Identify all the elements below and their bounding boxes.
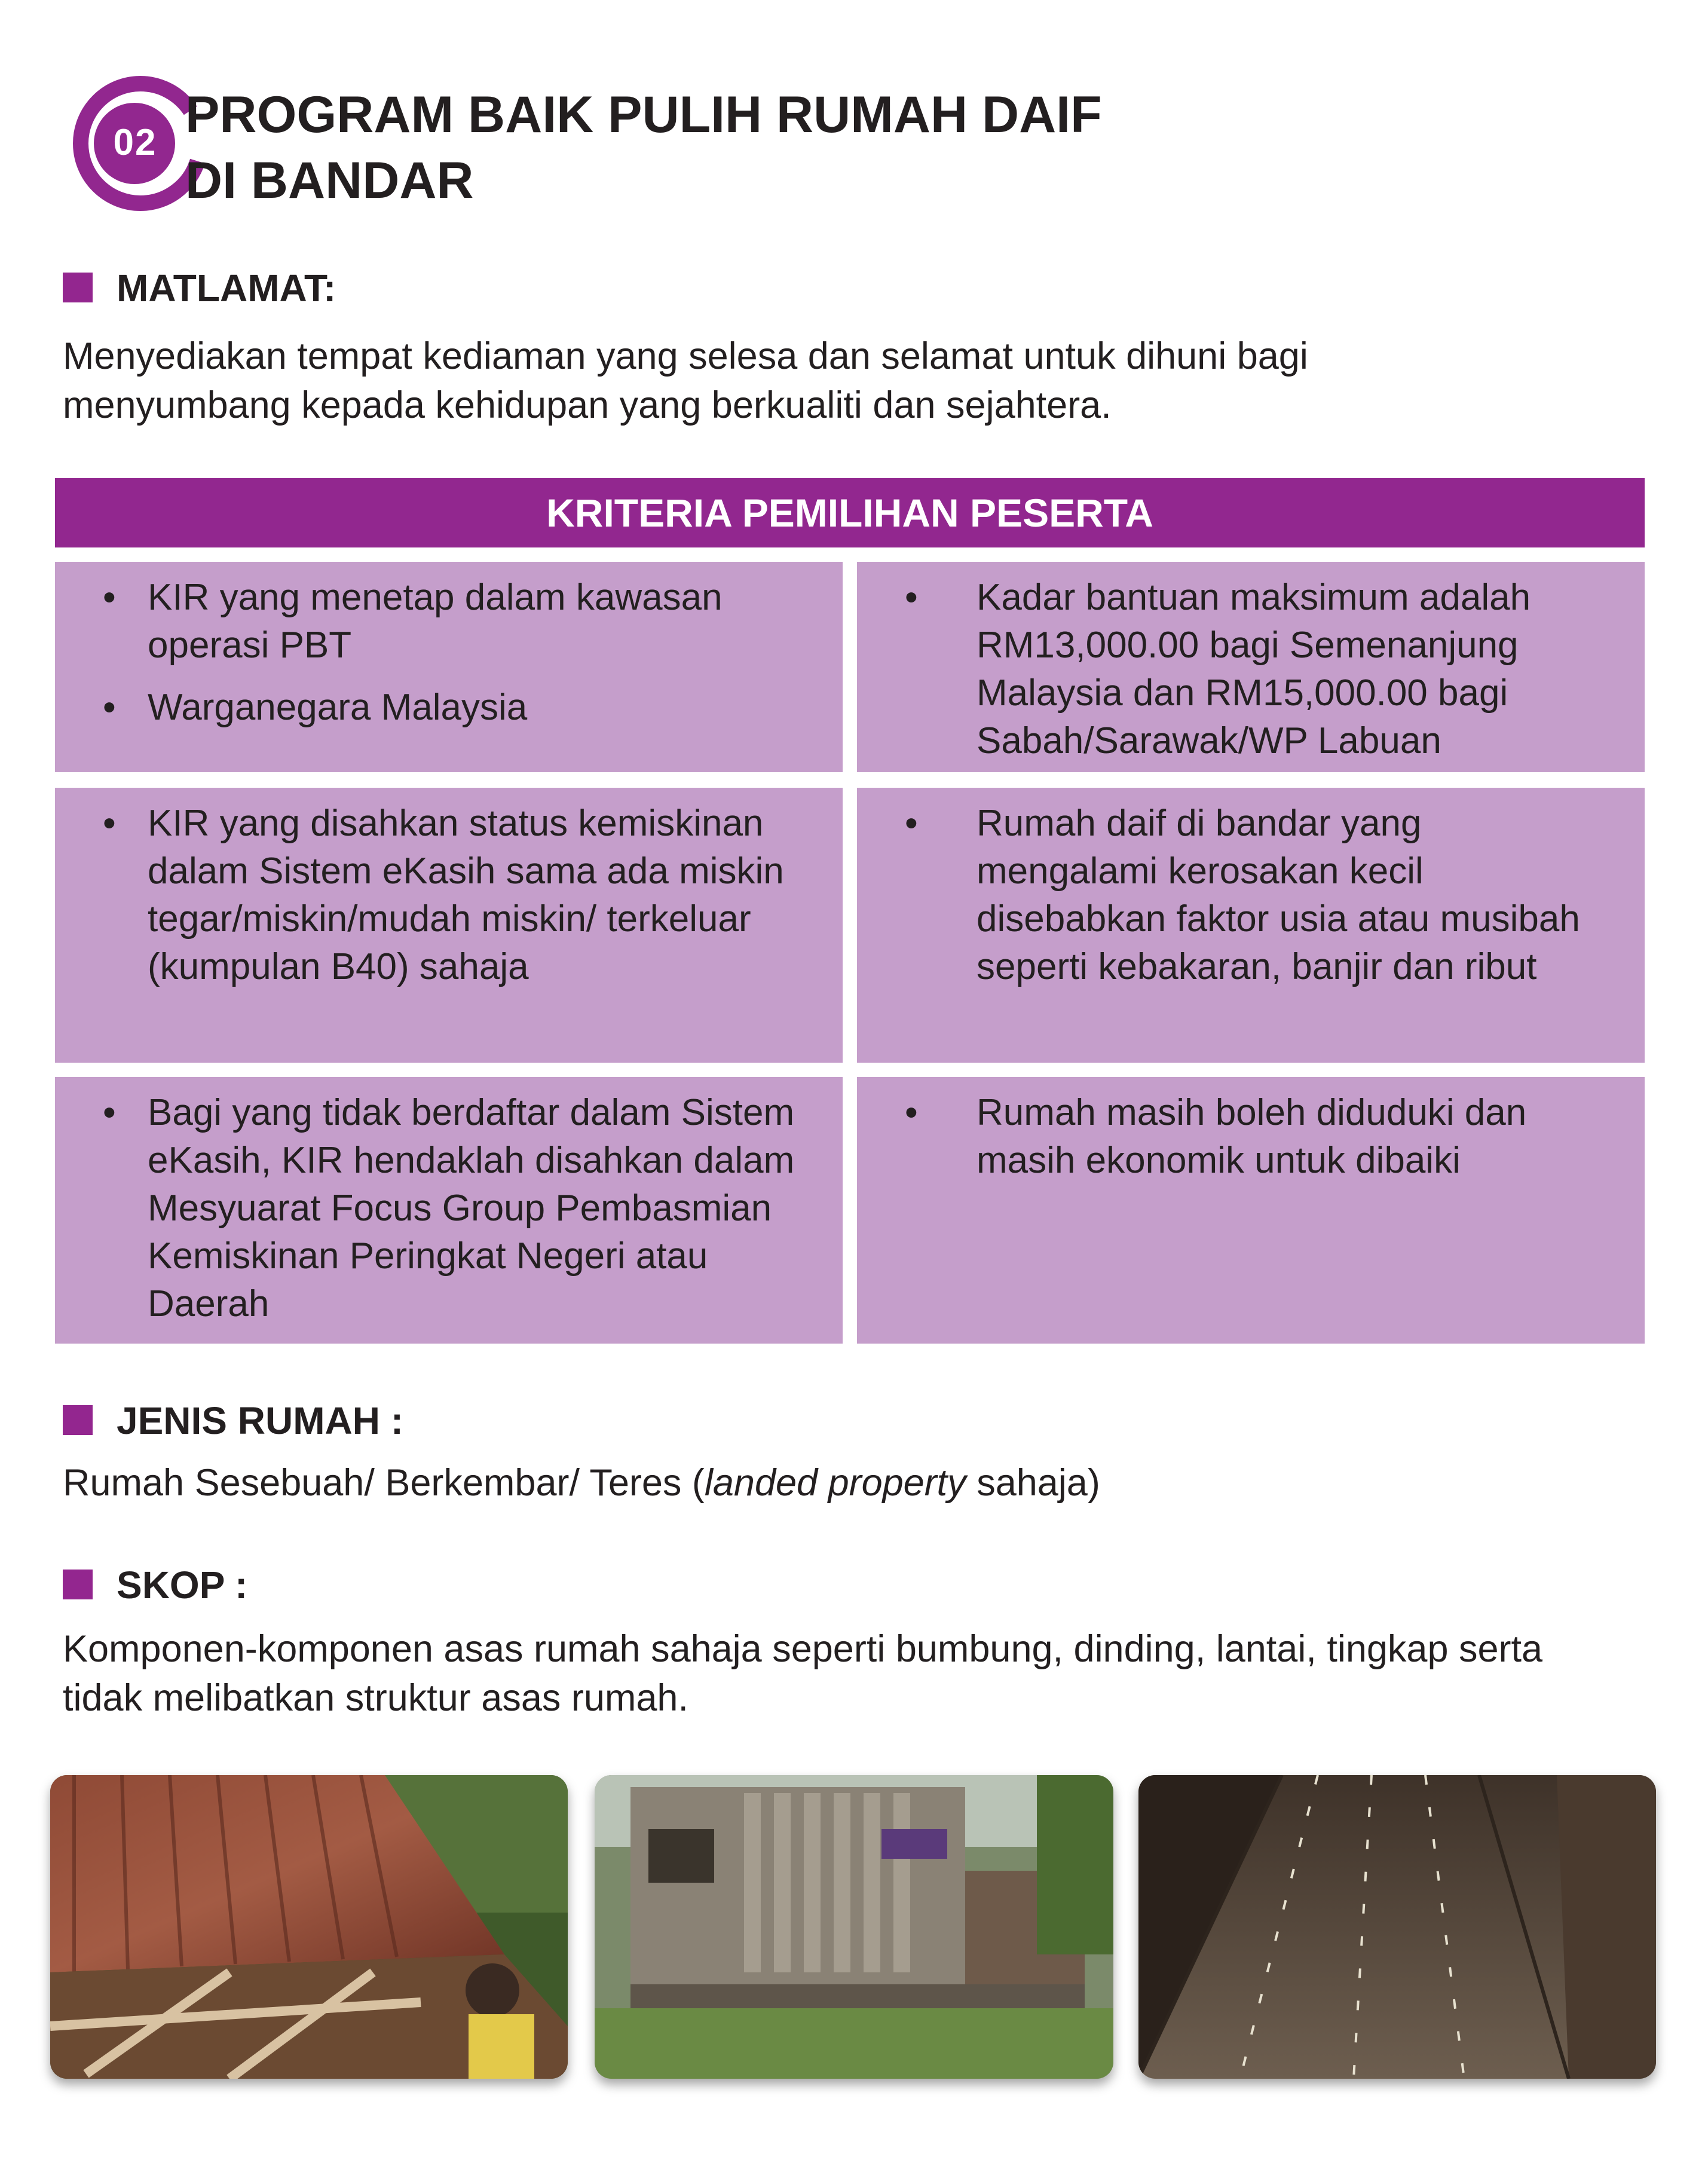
page-header <box>66 69 1440 224</box>
kriteria-item: • Bagi yang tidak berdaftar dalam Sistem eKasih, KIR hendaklah disahkan dalam Mesyuarat Focus Group Pembasmian Kemiskinan Peringkat Negeri atau Daerah <box>103 1089 819 1328</box>
kriteria-item: • KIR yang disahkan status kemiskinan dalam Sistem eKasih sama ada miskin tegar/miskin/mudah miskin/ terkeluar (kumpulan B40) sahaja <box>103 800 819 991</box>
jenis-rumah-text-italic: landed property <box>704 1462 966 1504</box>
kriteria-item: • Rumah daif di bandar yang mengalami kerosakan kecil disebabkan faktor usia atau musibah seperti kebakaran, banjir dan ribut <box>905 800 1603 991</box>
kriteria-cell-4 <box>857 788 1645 1063</box>
jenis-rumah-text-part: sahaja) <box>966 1462 1100 1504</box>
skop-text-line-2: tidak melibatkan struktur asas rumah. <box>63 1677 688 1719</box>
jenis-rumah-text-part: Rumah Sesebuah/ Berkembar/ Teres ( <box>63 1462 705 1504</box>
skop-heading <box>63 1563 247 1607</box>
kriteria-list <box>103 574 819 732</box>
photo-rusty-roof <box>50 1775 568 2079</box>
matlamat-text <box>63 332 1308 430</box>
matlamat-text-line-2: menyumbang kepada kehidupan yang berkualiti dan sejahtera. <box>63 384 1112 426</box>
rusty-roof-image <box>50 1775 568 2079</box>
kriteria-item: • Rumah masih boleh diduduki dan masih ekonomik untuk dibaiki <box>905 1089 1603 1185</box>
skop-text <box>63 1624 1542 1723</box>
badge-number: 02 <box>113 122 157 163</box>
kriteria-item: • KIR yang menetap dalam kawasan operasi PBT <box>103 574 819 669</box>
kriteria-heading-bar: KRITERIA PEMILIHAN PESERTA <box>55 478 1645 547</box>
matlamat-text-line-1: Menyediakan tempat kediaman yang selesa dan selamat untuk dihuni bagi <box>63 335 1308 377</box>
kriteria-cell-2 <box>857 562 1645 772</box>
square-bullet-icon <box>63 273 93 302</box>
page-title <box>185 82 1102 213</box>
kriteria-cell-3 <box>55 788 843 1063</box>
square-bullet-icon <box>63 1570 93 1599</box>
kriteria-cell-1 <box>55 562 843 772</box>
square-bullet-icon <box>63 1405 93 1435</box>
photo-wooden-house <box>595 1775 1113 2079</box>
title-line-2: DI BANDAR <box>185 152 474 209</box>
wooden-house-image <box>595 1775 1113 2079</box>
title-line-1: PROGRAM BAIK PULIH RUMAH DAIF <box>185 86 1102 143</box>
wooden-floor-image <box>1138 1775 1656 2079</box>
skop-text-line-1: Komponen-komponen asas rumah sahaja seperti bumbung, dinding, lantai, tingkap serta <box>63 1628 1543 1670</box>
kriteria-cell-6 <box>857 1077 1645 1344</box>
kriteria-list <box>905 800 1603 991</box>
matlamat-heading-text: MATLAMAT: <box>117 267 336 310</box>
jenis-rumah-heading-text: JENIS RUMAH : <box>117 1399 404 1442</box>
jenis-rumah-heading <box>63 1399 403 1443</box>
kriteria-list <box>905 1089 1603 1185</box>
kriteria-list <box>103 800 819 991</box>
kriteria-item: • Kadar bantuan maksimum adalah RM13,000.00 bagi Semenanjung Malaysia dan RM15,000.00 bagi Sabah/Sarawak/WP Labuan <box>905 574 1603 765</box>
kriteria-list <box>905 574 1603 765</box>
jenis-rumah-text <box>63 1458 1100 1507</box>
skop-heading-text: SKOP : <box>117 1564 248 1607</box>
kriteria-item: • Warganegara Malaysia <box>103 684 819 732</box>
photo-wooden-floor <box>1138 1775 1656 2079</box>
matlamat-heading <box>63 266 336 310</box>
kriteria-list <box>103 1089 819 1328</box>
kriteria-cell-5 <box>55 1077 843 1344</box>
